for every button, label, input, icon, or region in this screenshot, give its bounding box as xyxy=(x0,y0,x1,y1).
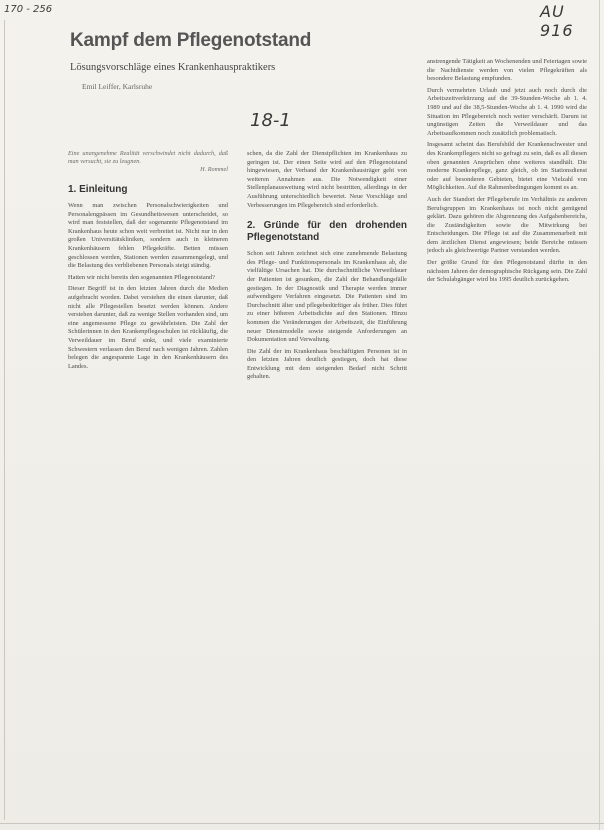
article-subtitle: Lösungsvorschläge eines Krankenhauspraktikers xyxy=(70,62,276,73)
section-heading-1: 1. Einleitung xyxy=(68,184,128,195)
paragraph: Insgesamt scheint das Berufsbild der Krankenschwester und des Krankenpflegers nicht so gefragt zu sein, daß es all diesen oben genannten Ansprüchen ohne weiteres standhält. Die moderne Krankenpflege, ganz gleich, ob im Stationsdienst oder auf besonderen Gebieten, bietet eine Vielzahl von Möglichkeiten. Auf die Rahmenbedingungen kommt es an. xyxy=(427,141,587,192)
text-column-left xyxy=(68,150,228,810)
page-edge-right xyxy=(599,0,600,830)
paragraph: Auch der Standort der Pflegeberufe im Verhältnis zu anderen Berufsgruppen im Krankenhaus ist noch nicht genügend geklärt. Dazu gehören die Abgrenzung des Aufgabenbereichs, die Zuständigkeiten sowie die Mitwirkung bei Entscheidungen. Die Pflege ist auf die Zusammenarbeit mit dem ärztlichen Dienst angewiesen; beide Bereiche müssen jedoch als gleichwertige Partner verstanden werden. xyxy=(427,195,587,255)
paragraph: Die Zahl der im Krankenhaus beschäftigten Personen ist in den letzten Jahren deutlich gestiegen, doch hat diese Entwicklung mit dem steigenden Bedarf nicht Schritt gehalten. xyxy=(247,347,407,381)
article-title: Kampf dem Pflegenotstand xyxy=(70,30,312,51)
handwritten-page-ref: 170 - 256 xyxy=(4,4,53,15)
epigraph-text: Eine unangenehme Realität verschwindet nicht dadurch, daß man versucht, sie zu leugnen. xyxy=(68,150,228,165)
epigraph xyxy=(68,150,228,174)
handwritten-archive-code: AU 916 xyxy=(540,2,574,40)
paragraph: Durch vermehrten Urlaub und jetzt auch noch durch die Arbeitszeitverkürzung auf die 39-Stunden-Woche ab 1. 4. 1989 und auf die 38,5-Stunden-Woche ab 1. 4. 1990 wird die Situation im Pflegebereich noch weiter verschärft. Darum ist ungünstigen Zeiten die Verweildauer und das Arbeitsaufkommen noch zusätzlich problematisch. xyxy=(427,86,587,137)
article-author: Emil Leiffer, Karlsruhe xyxy=(82,82,153,91)
paragraph: Der größte Grund für den Pflegenotstand dürfte in den nächsten Jahren der demographische Rückgang sein. Die Zahl der Schulabgänger wird bis 1995 deutlich zurückgehen. xyxy=(427,259,587,284)
page-edge-left xyxy=(4,20,5,820)
handwritten-mark: 18-1 xyxy=(250,110,291,131)
epigraph-source: H. Rommel xyxy=(200,166,228,173)
paragraph: anstrengende Tätigkeit an Wochenenden und Feiertagen sowie die Nachtdienste werden von vielen Pflegekräften als besondere Belastung empfunden. xyxy=(427,58,587,83)
paragraph: Schon seit Jahren zeichnet sich eine zunehmende Belastung des Pflege- und Funktionspersonals im Krankenhaus ab, die vielfältige Ursachen hat. Die durchschnittliche Verweildauer der Patienten ist gesunken, die Zahl der Behandlungsfälle gestiegen. In der Diagnostik und Therapie werden immer aufwendigere Verfahren eingesetzt. Die Patienten sind im Durchschnitt älter und pflegebedürftiger als früher. Dies führt zu einer höheren Arbeitsdichte auf den Stationen. Hinzu kommen die Veränderungen der Arbeitszeit, die Einführung neuer Dienstmodelle sowie steigende Anforderungen an Dokumentation und Verwaltung. xyxy=(247,250,407,344)
paragraph: Dieser Begriff ist in den letzten Jahren durch die Medien aufgebracht worden. Dabei verstehen die einen darunter, daß nicht alle Pflegestellen besetzt werden können. Andere verstehen darunter, daß zu wenige Stellen vorhanden sind, um eine angemessene Pflege zu gewährleisten. Die Zahl der Schülerinnen in den Krankenpflegeschulen ist rückläufig, die Verweildauer im Beruf sinkt, und viele examinierte Schwestern verlassen den Beruf nach wenigen Jahren. Zahlen belegen die angespannte Lage in den Krankenhäusern des Landes. xyxy=(68,285,228,370)
text-column-middle xyxy=(247,150,407,810)
paragraph: Wenn man zwischen Personalschwierigkeiten und Personalengpässen im Gesundheitswesen unterscheidet, so wird man feststellen, daß der sogenannte Pflegenotstand im Krankenhaus heute schon weit verbreitet ist. Nicht nur in den großen Universitätskliniken, sondern auch in kleineren Krankenhäusern fehlen Pflegekräfte. Betten müssen geschlossen werden, Stationen werden zusammengelegt, und die Belastung des verbliebenen Personals steigt ständig. xyxy=(68,202,228,270)
paragraph: schen, da die Zahl der Dienstpflichten im Krankenhaus zu geringen ist. Der einen Seite wird auf den Pflegenotstand hingewiesen, der Verband der Krankenhausträger geht von weiteren Annahmen aus. Die Notwendigkeit einer Stellenplanausweitung wird nicht bestritten, allerdings in der Ausführung unterschiedlich bewertet. Neue Vorschläge und Verbesserungen im Pflegebereich sind erforderlich. xyxy=(247,150,407,209)
text-column-right xyxy=(427,58,587,828)
section-heading-2: 2. Gründe für den drohenden Pflegenotstand xyxy=(247,220,407,244)
paragraph: Hatten wir nicht bereits den sogenannten Pflegenotstand? xyxy=(68,273,215,281)
